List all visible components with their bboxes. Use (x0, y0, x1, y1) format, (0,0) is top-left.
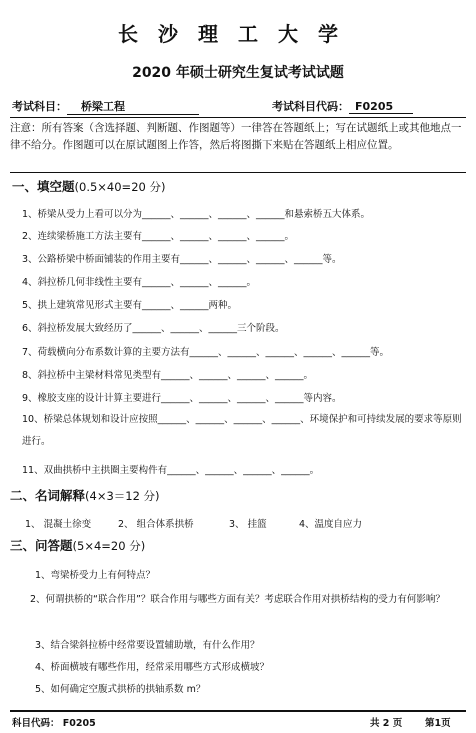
fill-question-6: 6、斜拉桥发展大致经历了______、______、______三个阶段。 (22, 323, 285, 334)
term-2: 2、 组合体系拱桥 (118, 519, 194, 530)
qa-question-2: 2、何谓拱桥的“联合作用”？联合作用与哪些方面有关？考虑联合作用对拱桥结构的受力有何影响？ (30, 594, 445, 605)
fill-question-10: 10、桥梁总体规划和设计应按照______、______、______、______、环境保护和可持续发展的要求等原则进行。 (22, 414, 462, 447)
fill-question-4: 4、斜拉桥几何非线性主要有______、______、______。 (22, 277, 257, 288)
section-qa-points: (5×4=20 分) (72, 539, 146, 553)
fill-question-8: 8、斜拉桥中主梁材料常见类型有______、______、______、______。 (22, 370, 314, 381)
footer-page-number: 第1页 (425, 718, 451, 729)
subject-value: 桥梁工程 (67, 98, 199, 115)
section-terms-points: (4×3＝12 分) (85, 489, 160, 503)
section-fill-in-heading (12, 177, 165, 195)
qa-question-4: 4、桥面横坡有哪些作用，经常采用哪些方式形成横坡？ (35, 662, 270, 673)
exam-title: 2020 年硕士研究生复试考试试题 (132, 65, 344, 81)
qa-question-3: 3、结合梁斜拉桥中经常要设置辅助墩，有什么作用？ (35, 640, 260, 651)
section-fill-in-points: (0.5×40=20 分) (74, 180, 166, 194)
footer-total-pages: 共 2 页 (370, 718, 403, 729)
qa-question-1: 1、弯梁桥受力上有何特点？ (35, 570, 156, 581)
code-value: F0205 (349, 100, 413, 114)
section-fill-in-title: 一、填空题 (12, 179, 75, 194)
university-name: 长沙理工大学 (118, 22, 358, 46)
subject-label: 考试科目： (12, 100, 67, 113)
fill-question-1: 1、桥梁从受力上看可以分为______、______、______、______和悬索桥五大体系。 (22, 209, 371, 220)
exam-notice: 注意：所有答案（含选择题、判断题、作图题等）一律答在答题纸上；写在试题纸上或其他地点一律不给分。作图题可以在原试题图上作答，然后将图撕下来贴在答题纸上相应位置。 (10, 122, 462, 151)
fill-question-3: 3、公路桥梁中桥面铺装的作用主要有______、______、______、______等。 (22, 254, 342, 265)
qa-question-5: 5、如何确定空腹式拱桥的拱轴系数 m？ (35, 684, 206, 695)
term-1: 1、 混凝土徐变 (25, 519, 92, 530)
code-line (272, 98, 413, 114)
footer-subject-code: 科目代码： F0205 (12, 718, 96, 729)
fill-question-2: 2、连续梁桥施工方法主要有______、______、______、______。 (22, 231, 295, 242)
section-terms-title: 二、名词解释 (10, 488, 86, 503)
section-qa-heading (10, 536, 145, 554)
fill-question-11: 11、双曲拱桥中主拱圈主要构件有______、______、______、______。 (22, 465, 320, 476)
fill-question-5: 5、拱上建筑常见形式主要有______、______两种。 (22, 300, 238, 311)
term-3: 3、 挂篮 (229, 519, 267, 530)
term-4: 4、温度自应力 (299, 519, 363, 530)
notice-divider (10, 172, 466, 173)
fill-question-9: 9、橡胶支座的设计计算主要进行______、______、______、______等内容。 (22, 393, 342, 404)
header-divider (10, 117, 466, 118)
section-terms-heading (10, 486, 160, 504)
footer-divider (10, 710, 466, 712)
section-qa-title: 三、问答题 (10, 538, 73, 553)
subject-line (12, 98, 199, 115)
code-label: 考试科目代码： (272, 100, 349, 113)
fill-question-7: 7、荷载横向分布系数计算的主要方法有______、______、______、______、______等。 (22, 347, 390, 358)
